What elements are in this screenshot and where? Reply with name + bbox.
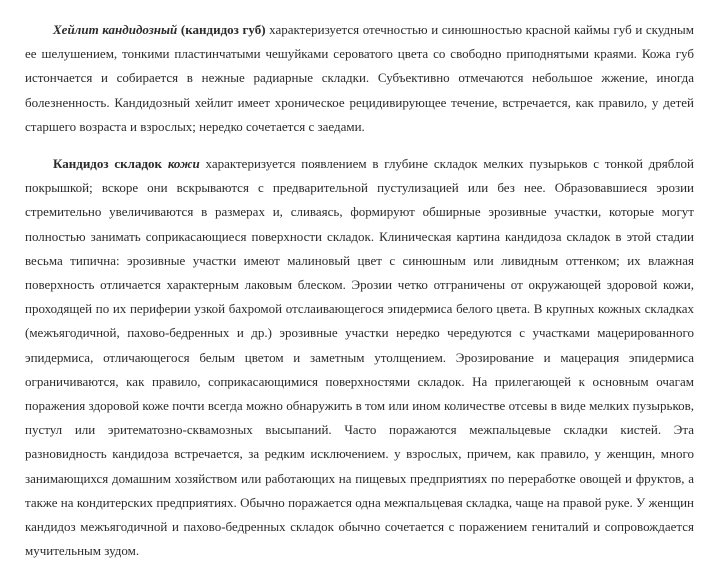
term-synonym: (кандидоз губ): [180, 22, 266, 37]
document-page: [25, 18, 694, 563]
paragraph-cheilitis: [25, 18, 694, 139]
paragraph-text: характеризуется отечностью и синюшностью красной каймы губ и скудным ее шелушением, тонкими пластинчатыми чешуйками сероватого цвета со свободно приподнятыми краями. Кожа губ истончается и собирается в нежные радиарные складки. Субъективно отмечаются небольшое жжение, иногда болезненность. Кандидозный хейлит имеет хроническое рецидивирующее течение, встречается, как правило, у детей старшего возраста и взрослых; нередко сочетается с заедами.: [25, 22, 695, 134]
term-candidal-cheilitis: Хейлит кандидозный: [53, 22, 178, 37]
term-skin: кожи: [167, 156, 200, 172]
paragraph-text: характеризуется появлением в глубине складок мелких пузырьков с тонкой дряблой покрышкой; вскоре они вскрываются с предварительной пустулизацией или без нее. Образовавшиеся эрозии стремительно увеличиваются в размерах и, сливаясь, формируют обширные эрозивные участки, которые могут полностью занимать соприкасающиеся поверхности складок. Клиническая картина кандидоза складок в этой стадии весьма типична: эрозивные участки имеют малиновый цвет с синюшным или ливидным оттенком; их влажная поверхность отличается характерным лаковым блеском. Эрозии четко отграничены от окружающей здоровой кожи, проходящей по их периферии узкой бахромой отслаивающегося эпидермиса белого цвета. В крупных кожных складках (межъягодичной, пахово-бедренных и др.) эрозивные участки нередко чередуются с участками мацерированного эпидермиса, отличающегося белым цветом и заметным утолщением. Эрозирование и мацерация эпидермиса ограничиваются, как правило, соприкасающимися поверхностями складок. На прилегающей к основным очагам поражения здоровой коже почти всегда можно обнаружить в том или ином количестве отсевы в виде мелких пузырьков, пустул или эритематозно-сквамозных высыпаний. Часто поражаются межпальцевые складки кистей. Эта разновидность кандидоза встречается, за редким исключением. у взрослых, причем, как правило, у женщин, много занимающихся домашним хозяйством или работающих на пищевых предприятиях по переработке овощей и фруктов, а также на кондитерских предприятиях. Обычно поражается одна межпальцевая складка, чаще на правой руке. У женщин кандидоз межъягодичной и пахово-бедренных складок обычно сочетается с поражением гениталий и сопровождается мучительным зудом.: [25, 156, 695, 559]
term-skin-fold-candidiasis: Кандидоз складок: [53, 156, 163, 172]
paragraph-skin-folds: [25, 152, 694, 563]
